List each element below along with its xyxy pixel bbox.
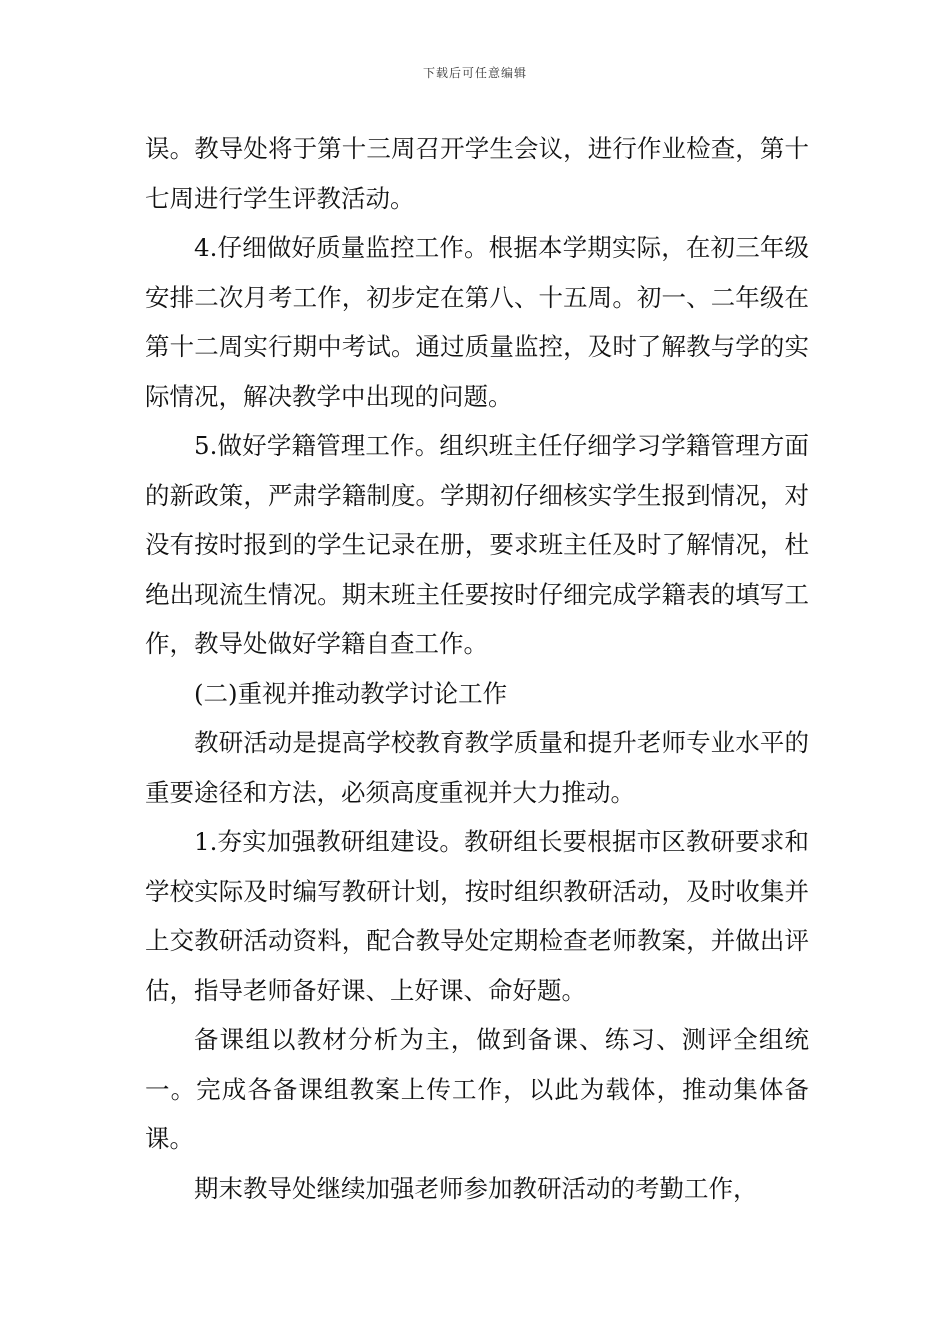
paragraph-lesson-prep-group: 备课组以教材分析为主，做到备课、练习、测评全组统一。完成各备课组教案上传工作，以此为载体，推动集体备课。 [145, 1025, 809, 1153]
page-header: 下载后可任意编辑 [422, 66, 527, 80]
document-body [145, 124, 809, 1213]
paragraph-research-group: 1.夯实加强教研组建设。教研组长要根据市区教研要求和学校实际及时编写教研计划，按时组织教研活动，及时收集并上交教研活动资料，配合教导处定期检查老师教案，并做出评估，指导老师备好课、上好课、命好题。 [145, 827, 809, 1005]
paragraph-continuation: 误。教导处将于第十三周召开学生会议，进行作业检查，第十七周进行学生评教活动。 [145, 134, 809, 213]
paragraph-student-records: 5.做好学籍管理工作。组织班主任仔细学习学籍管理方面的新政策，严肃学籍制度。学期初仔细核实学生报到情况，对没有按时报到的学生记录在册，要求班主任及时了解情况，杜绝出现流生情况。期末班主任要按时仔细完成学籍表的填写工作，教导处做好学籍自查工作。 [145, 431, 809, 658]
paragraph-quality-monitoring: 4.仔细做好质量监控工作。根据本学期实际，在初三年级安排二次月考工作，初步定在第八、十五周。初一、二年级在第十二周实行期中考试。通过质量监控，及时了解教与学的实际情况，解决教学中出现的问题。 [145, 233, 809, 411]
paragraph-teaching-research: 教研活动是提高学校教育教学质量和提升老师专业水平的重要途径和方法，必须高度重视并大力推动。 [145, 728, 809, 807]
paragraph-attendance: 期末教导处继续加强老师参加教研活动的考勤工作， [194, 1173, 758, 1203]
section-heading: (二)重视并推动教学讨论工作 [194, 678, 508, 708]
